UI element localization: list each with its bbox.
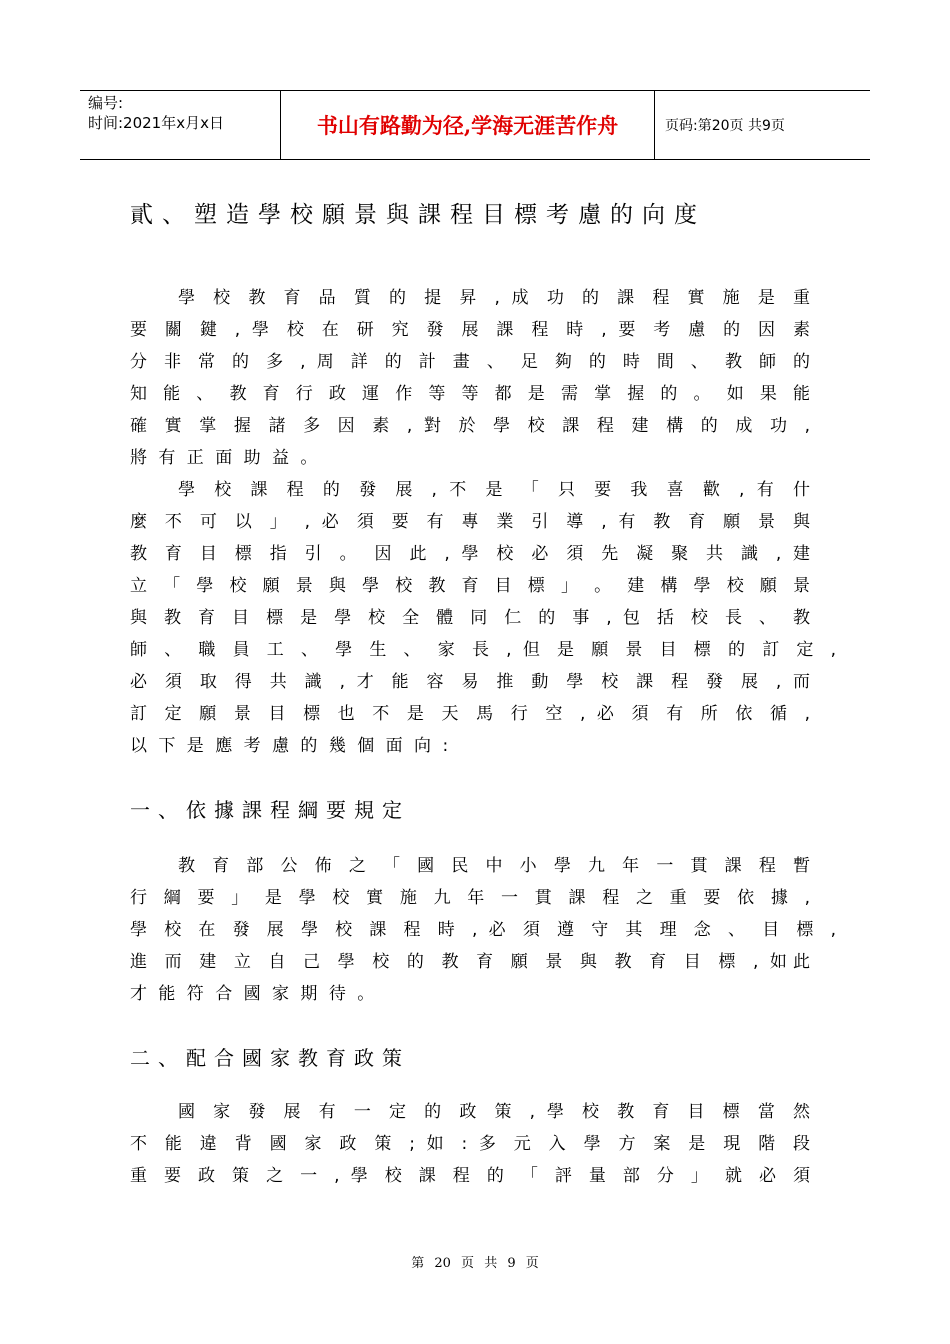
header-motto: 书山有路勤为径,学海无涯苦作舟 bbox=[281, 91, 655, 159]
para1-line: 知 能 、 教 育 行 政 運 作 等 等 都 是 需 掌 握 的 。 如 果 能 bbox=[130, 384, 810, 404]
document-header bbox=[80, 90, 870, 160]
para2-line: 師 、 職 員 工 、 學 生 、 家 長 , 但 是 願 景 目 標 的 訂 定 , bbox=[130, 640, 836, 660]
para2-line: 教 育 目 標 指 引 。 因 此 , 學 校 必 須 先 凝 聚 共 識 , 建 bbox=[130, 544, 810, 564]
header-page-info: 页码:第20页 共9页 bbox=[665, 118, 785, 134]
para1-line: 將 有 正 面 助 益 。 bbox=[130, 448, 321, 468]
para3-line: 行 綱 要 」 是 學 校 實 施 九 年 一 貫 課 程 之 重 要 依 據 , bbox=[130, 888, 810, 908]
section-heading-2: 二、配合國家教育政策 bbox=[130, 1046, 410, 1070]
header-meta bbox=[80, 91, 281, 159]
page-footer: 第 20 页 共 9 页 bbox=[411, 1256, 539, 1271]
para4-line: 國 家 發 展 有 一 定 的 政 策 , 學 校 教 育 目 標 當 然 bbox=[178, 1102, 810, 1122]
para1-line: 學 校 教 育 品 質 的 提 昇 , 成 功 的 課 程 實 施 是 重 bbox=[178, 288, 810, 308]
para4-line: 重 要 政 策 之 一 , 學 校 課 程 的 「 評 量 部 分 」 就 必 須 bbox=[130, 1166, 810, 1186]
para2-line: 以 下 是 應 考 慮 的 幾 個 面 向 : bbox=[130, 736, 452, 756]
para1-line: 要 關 鍵 , 學 校 在 研 究 發 展 課 程 時 , 要 考 慮 的 因 素 bbox=[130, 320, 810, 340]
para3-line: 教 育 部 公 佈 之 「 國 民 中 小 學 九 年 一 貫 課 程 暫 bbox=[178, 856, 810, 876]
page-title: 貳、塑造學校願景與課程目標考慮的向度 bbox=[130, 202, 706, 228]
number-label: 编号: bbox=[88, 94, 124, 112]
para2-line: 與 教 育 目 標 是 學 校 全 體 同 仁 的 事 , 包 括 校 長 、 教 bbox=[130, 608, 810, 628]
time-label: 时间:2021年x月x日 bbox=[88, 114, 224, 132]
para3-line: 學 校 在 發 展 學 校 課 程 時 , 必 須 遵 守 其 理 念 、 目 標 , bbox=[130, 920, 836, 940]
para1-line: 分 非 常 的 多 , 周 詳 的 計 畫 、 足 夠 的 時 間 、 教 師 的 bbox=[130, 352, 810, 372]
para2-line: 必 須 取 得 共 識 , 才 能 容 易 推 動 學 校 課 程 發 展 , 而 bbox=[130, 672, 810, 692]
para3-line: 進 而 建 立 自 己 學 校 的 教 育 願 景 與 教 育 目 標 , 如此 bbox=[130, 952, 810, 972]
para4-line: 不 能 違 背 國 家 政 策 ; 如 : 多 元 入 學 方 案 是 現 階 段 bbox=[130, 1134, 810, 1154]
para2-line: 學 校 課 程 的 發 展 , 不 是 「 只 要 我 喜 歡 , 有 什 bbox=[178, 480, 810, 500]
para1-line: 確 實 掌 握 諸 多 因 素 , 對 於 學 校 課 程 建 構 的 成 功 , bbox=[130, 416, 810, 436]
para2-line: 訂 定 願 景 目 標 也 不 是 天 馬 行 空 , 必 須 有 所 依 循 , bbox=[130, 704, 810, 724]
section-heading-1: 一、依據課程綱要規定 bbox=[130, 798, 410, 822]
para3-line: 才 能 符 合 國 家 期 待 。 bbox=[130, 984, 378, 1004]
para2-line: 立 「 學 校 願 景 與 學 校 教 育 目 標 」 。 建 構 學 校 願 景 bbox=[130, 576, 810, 596]
para2-line: 麼 不 可 以 」 , 必 須 要 有 專 業 引 導 , 有 教 育 願 景 與 bbox=[130, 512, 810, 532]
